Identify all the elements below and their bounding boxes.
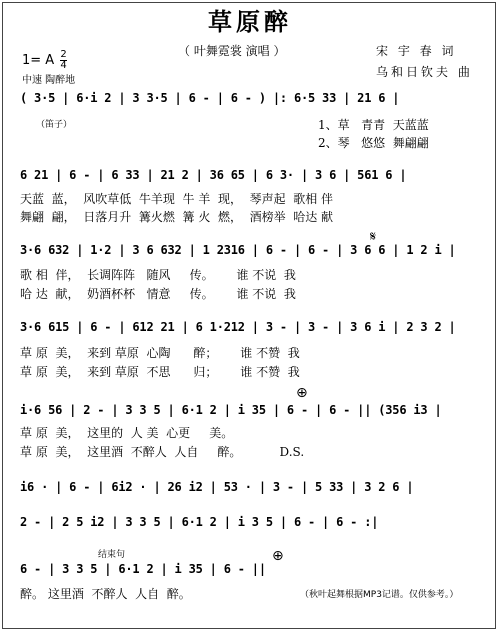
music-row-7: 2 - | 2 5 i2 | 3 3 5 | 6·1 2 | i 3 5 | 6 - | 6 - :| (20, 515, 379, 529)
music-row-coda: 6 - | 3 3 5 | 6·1 2 | i 35 | 6 - || (20, 562, 266, 576)
music-row-5: i·6 56 | 2 - | 3 3 5 | 6·1 2 | i 35 | 6 - | 6 - || (356 i3 | (20, 403, 442, 417)
music-row-2: 6 21 | 6 - | 6 33 | 21 2 | 36 65 | 6 3· | 3 6 | 561 6 | (20, 168, 407, 182)
verse-marker-2: 2、琴 悠悠 舞翩翩 (318, 136, 429, 150)
song-title: 草原醉 (208, 7, 292, 36)
lyrics-row-4-verse-2: 草 原 美， 来到 草原 不思 归； 谁 不赞 我 (20, 365, 300, 379)
music-row-1: ( 3·5 | 6·i 2 | 3 3·5 | 6 - | 6 - ) |: 6·5 33 | 21 6 | (20, 91, 400, 105)
composer-credit: 乌和日钦夫 曲 (376, 65, 473, 79)
transcription-note: （秋叶起舞根据MP3记谱。仅供参考。） (300, 590, 459, 600)
key-label: 1= A (22, 53, 55, 68)
tempo-marking: 中速 陶醉地 (22, 75, 76, 86)
lyrics-row-5-verse-1: 草 原 美， 这里的 人 美 心更 美。 (20, 426, 234, 440)
lyricist-credit: 宋 宇 春 词 (376, 44, 457, 58)
time-beats: 2 (60, 49, 67, 60)
time-signature (60, 50, 66, 71)
lyrics-row-4-verse-1: 草 原 美， 来到 草原 心陶 醉； 谁 不赞 我 (20, 346, 300, 360)
performer-credit: （ 叶舞霓裳 演唱 ） (178, 44, 286, 58)
lyrics-row-5-verse-2: 草 原 美， 这里酒 不醉人 人自 醉。 D.S. (20, 445, 305, 459)
lyrics-row-2-verse-2: 舞翩 翩， 日落月升 篝火燃 篝 火 燃， 酒榜举 哈达 献 (20, 210, 334, 224)
lyrics-row-2-verse-1: 天蓝 蓝， 风吹草低 牛羊现 牛 羊 现， 琴声起 歌相 伴 (20, 192, 334, 206)
segno-sign: 𝄋 (370, 229, 377, 245)
lyrics-row-coda: 醉。 这里酒 不醉人 人自 醉。 (20, 587, 191, 601)
lyrics-row-3-verse-1: 歌 相 伴， 长调阵阵 随风 传。 谁 不说 我 (20, 268, 296, 282)
time-unit: 4 (60, 60, 67, 71)
music-row-3: 3·6 632 | 1·2 | 3 6 632 | 1 2316 | 6 - | 6 - | 3 6 6 | 1 2 i | (20, 243, 456, 257)
coda-label: 结束句 (98, 550, 126, 560)
key-signature (22, 50, 67, 71)
verse-marker-1: 1、草 青青 天蓝蓝 (318, 118, 429, 132)
lyrics-row-3-verse-2: 哈 达 献， 奶酒杯杯 情意 传。 谁 不说 我 (20, 287, 296, 301)
music-row-6: i6 · | 6 - | 6i2 · | 26 i2 | 53 · | 3 - | 5 33 | 3 2 6 | (20, 480, 414, 494)
coda-sign: ⊕ (296, 385, 308, 401)
coda-sign-end: ⊕ (272, 548, 284, 564)
music-row-4: 3·6 615 | 6 - | 612 21 | 6 1·212 | 3 - | 3 - | 3 6 i | 2 3 2 | (20, 320, 456, 334)
intro-label: （笛子） (36, 120, 73, 130)
